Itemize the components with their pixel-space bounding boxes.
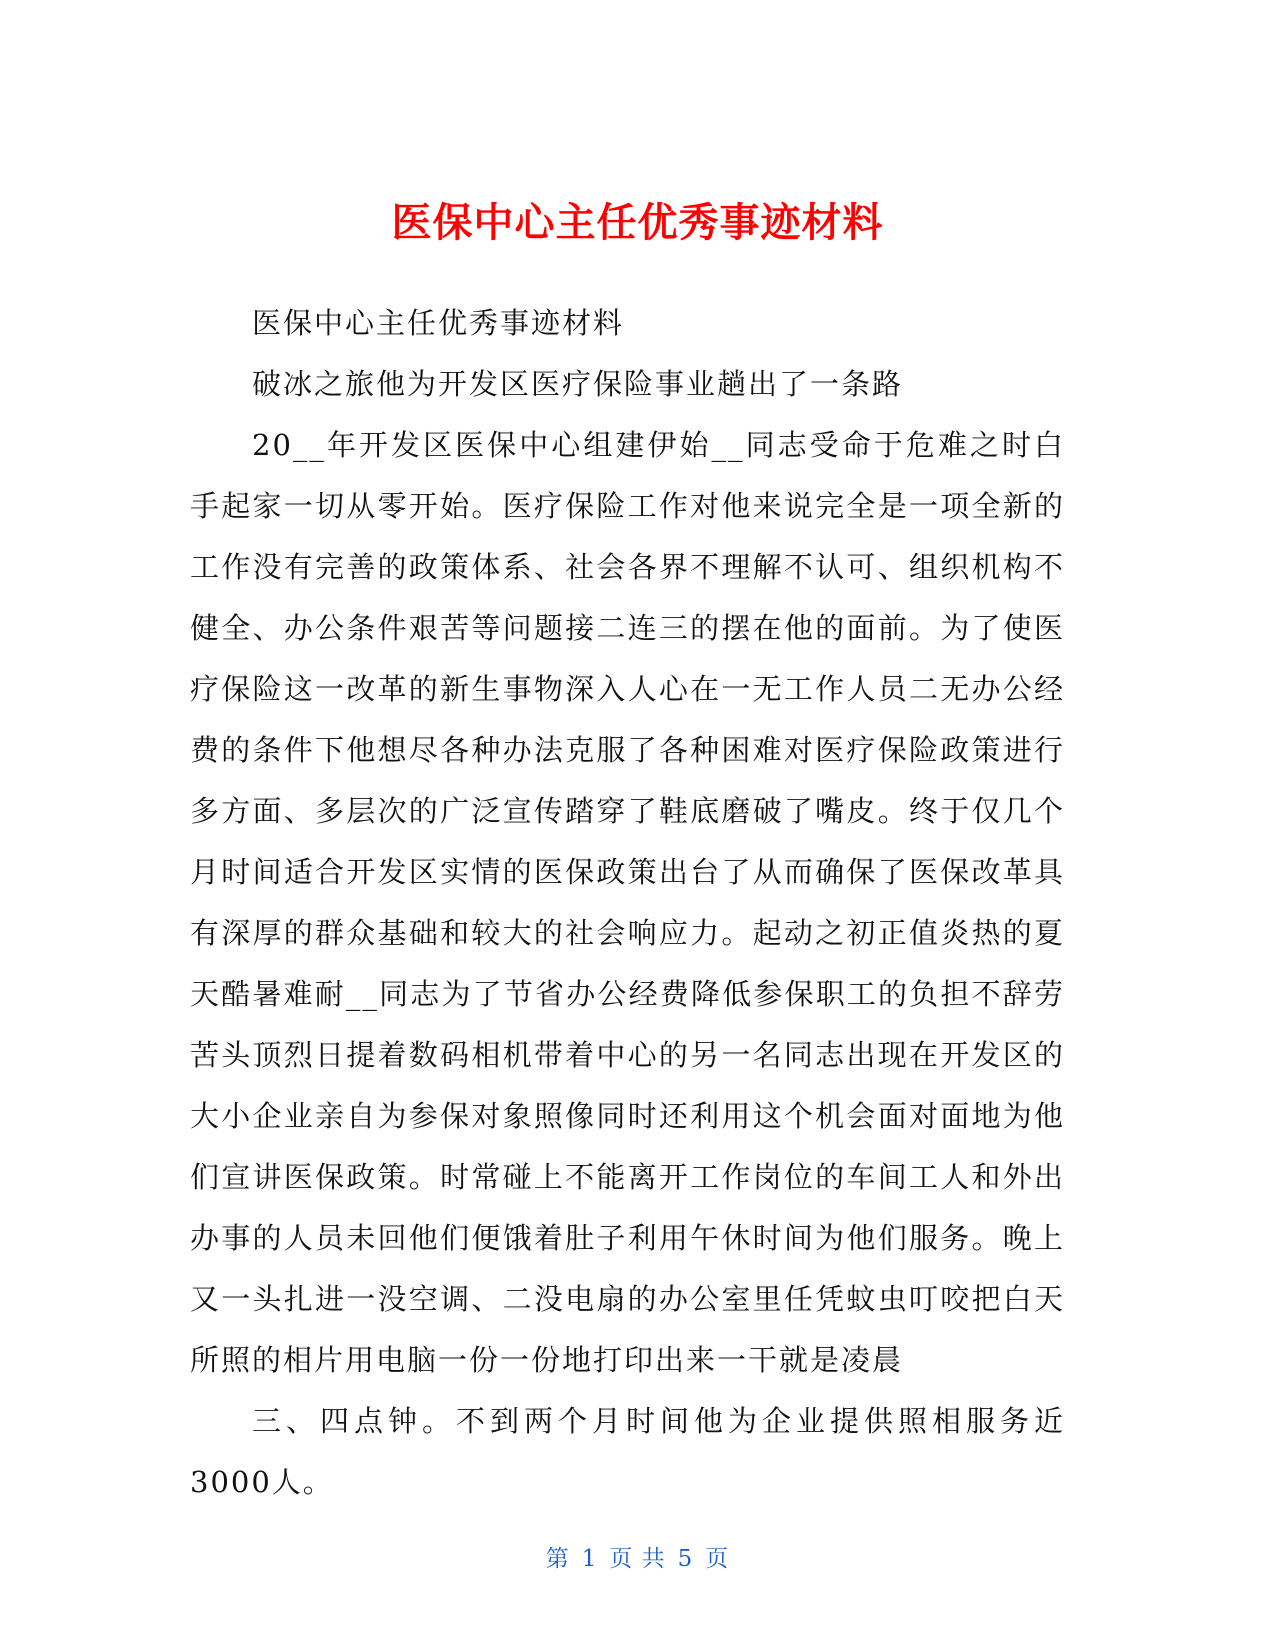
document-title: 医保中心主任优秀事迹材料 [391, 199, 884, 246]
footer-page-total: 5 [677, 1546, 694, 1572]
paragraph-subtitle: 破冰之旅他为开发区医疗保险事业趟出了一条路 [252, 367, 904, 401]
footer-prefix: 第 [545, 1546, 570, 1572]
paragraph-heading: 医保中心主任优秀事迹材料 [252, 306, 625, 340]
footer-page-number: 1 [581, 1546, 598, 1572]
document-body [190, 293, 1065, 1513]
paragraph-main: 20__年开发区医保中心组建伊始__同志受命于危难之时白手起家一切从零开始。医疗保险工作对他来说完全是一项全新的工作没有完善的政策体系、社会各界不理解不认可、组织机构不健全、办公条件艰苦等问题接二连三的摆在他的面前。为了使医疗保险这一改革的新生事物深入人心在一无工作人员二无办公经费的条件下他想尽各种办法克服了各种困难对医疗保险政策进行多方面、多层次的广泛宣传踏穿了鞋底磨破了嘴皮。终于仅几个月时间适合开发区实情的医保政策出台了从而确保了医保改革具有深厚的群众基础和较大的社会响应力。起动之初正值炎热的夏天酷暑难耐__同志为了节省办公经费降低参保职工的负担不辞劳苦头顶烈日提着数码相机带着中心的另一名同志出现在开发区的大小企业亲自为参保对象照像同时还利用这个机会面对面地为他们宣讲医保政策。时常碰上不能离开工作岗位的车间工人和外出办事的人员未回他们便饿着肚子利用午休时间为他们服务。晚上又一头扎进一没空调、二没电扇的办公室里任凭蚊虫叮咬把白天所照的相片用电脑一份一份地打印出来一干就是凌晨 [190, 428, 1065, 1377]
page-footer [0, 1544, 1275, 1574]
footer-mid: 页 共 [609, 1546, 666, 1572]
paragraph-continuation: 三、四点钟。不到两个月时间他为企业提供照相服务近3000人。 [190, 1404, 1065, 1499]
footer-suffix: 页 [705, 1546, 730, 1572]
